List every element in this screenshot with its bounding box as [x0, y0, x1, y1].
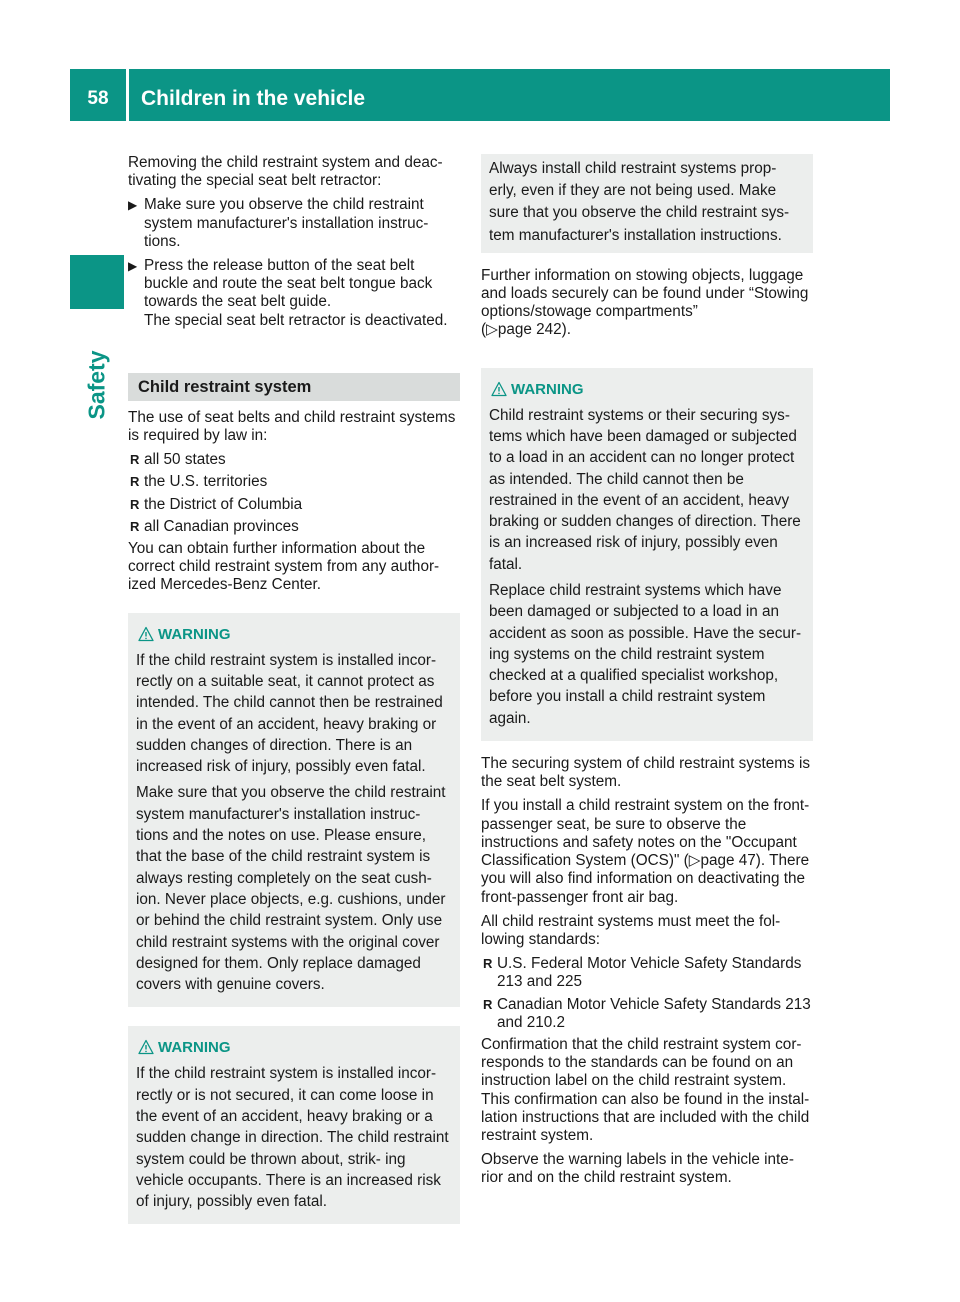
header-divider: [126, 69, 129, 121]
step-result: The special seat belt retractor is deactivated.: [144, 311, 448, 329]
page-number: 58: [87, 88, 109, 109]
warning-box: [128, 1026, 460, 1224]
page-reference-link[interactable]: page 47). There you will also find information on deactivating the front-passenger front air bag.: [481, 852, 810, 906]
warning-title: WARNING: [136, 1038, 453, 1058]
list-item: R the District of Columbia: [130, 495, 303, 513]
warning-text: Make sure that you observe the child restraint system manufacturer's installation instruc- tions and the notes on use. Please ensure, that the base of the child restraint system is always resting completely on the seat cush- ion. Never place objects, e.g. cushions, under or behind the child restraint system. Only use child restraint systems with the original cover designed for them. Only replace damaged covers with genuine covers.: [136, 784, 446, 994]
stowing-paragraph: Further information on stowing objects, luggage and loads securely can be found under “Stowing options/stowage compartments” (▷page 242).: [481, 266, 809, 339]
ocs-paragraph: If you install a child restraint system on the front-passenger seat, be sure to observe the instructions and safety notes on the "Occupant Classification System (OCS)" (▷page 47). There you will also find information on deactivating the front-passenger front air bag.: [481, 797, 810, 906]
chapter-title: Children in the vehicle: [141, 87, 366, 110]
list-item: R the U.S. territories: [130, 473, 268, 491]
warning-triangle-icon: [138, 1039, 154, 1055]
warning-text: If the child restraint system is installed incor- rectly on a suitable seat, it cannot protect as intended. The child cannot then be restrained in the event of an accident, heavy braking or sudden changes of direction. There is an increased risk of injury, possibly even fatal.: [136, 651, 443, 776]
side-tab-block: [70, 255, 124, 309]
warning-box: [128, 613, 460, 1008]
after-list-paragraph: You can obtain further information about the correct child restraint system from any author- ized Mercedes-Benz Center.: [128, 540, 440, 594]
bullet-icon: R: [483, 996, 493, 1012]
warning-text: If the child restraint system is installed incor- rectly or is not secured, it can come loose in the event of an accident, heavy braking or a sudden change in direction. The child restraint system could be thrown about, strik- ing vehicle occupants. There is an increased risk of injury, possibly even fatal.: [136, 1065, 449, 1211]
bullet-icon: R: [130, 496, 140, 512]
seatbelt-paragraph: The securing system of child restraint systems is the seat belt system.: [481, 755, 810, 791]
step-text: Press the release button of the seat belt buckle and route the seat belt tongue back towards the seat belt guide.: [144, 257, 433, 311]
bullet-icon: R: [483, 956, 493, 972]
warning-title: WARNING: [489, 380, 806, 400]
list-item: R U.S. Federal Motor Vehicle Safety Standards 213 and 225: [483, 955, 802, 991]
intro-paragraph: Removing the child restraint system and deac- tivating the special seat belt retractor:: [128, 154, 443, 190]
page-reference-link[interactable]: page 242).: [497, 321, 572, 339]
step-item: [128, 196, 460, 251]
reference-arrow-icon: ▷: [486, 321, 498, 339]
section-intro: The use of seat belts and child restraint systems is required by law in:: [128, 408, 456, 445]
list-item: R all Canadian provinces: [130, 517, 299, 535]
section-heading: Child restraint system: [128, 373, 460, 401]
list-item: R Canadian Motor Vehicle Safety Standards 213 and 210.2: [483, 995, 811, 1031]
confirmation-paragraph: Confirmation that the child restraint system cor- responds to the standards can be found on an instruction label on the child restraint system. This confirmation can also be found in the instal- lation instructions that are included with the child restraint system.: [481, 1035, 810, 1144]
step-item: [128, 257, 460, 330]
step-arrow-icon: ▶: [128, 259, 138, 274]
right-column: [481, 154, 813, 1194]
warning-text: Replace child restraint systems which have been damaged or subjected to a load in an accident as soon as possible. Have the secur- ing systems on the child restraint system checked at a qualified specialist workshop, before you install a child restraint system again.: [489, 582, 802, 727]
warning-text: Child restraint systems or their securing sys- tems which have been damaged or subjected to a load in an accident can no longer protect as intended. The child cannot then be restrained in the event of an accident, heavy braking or sudden changes of direction. There is an increased risk of injury, possibly even fatal.: [489, 406, 801, 573]
step-arrow-icon: ▶: [128, 198, 138, 213]
standards-paragraph: All child restraint systems must meet the fol- lowing standards:: [481, 912, 781, 948]
labels-paragraph: Observe the warning labels in the vehicle inte- rior and on the child restraint system.: [481, 1151, 794, 1187]
list-item: R all 50 states: [130, 451, 226, 469]
bullet-icon: R: [130, 452, 140, 468]
warning-box: [481, 368, 813, 741]
bullet-icon: R: [130, 474, 140, 490]
reference-arrow-icon: ▷: [688, 852, 701, 870]
left-column: [128, 154, 460, 1224]
warning-triangle-icon: [138, 626, 154, 642]
warning-triangle-icon: [491, 381, 507, 397]
side-tab-label: Safety: [83, 350, 110, 420]
info-box: Always install child restraint systems prop- erly, even if they are not being used. Make sure that you observe the child restraint sys- tem manufacturer's installation instructions.: [481, 154, 813, 253]
bullet-icon: R: [130, 518, 140, 534]
step-text: Make sure you observe the child restraint system manufacturer's installation instruc- tions.: [144, 196, 429, 250]
warning-title: WARNING: [136, 625, 453, 645]
